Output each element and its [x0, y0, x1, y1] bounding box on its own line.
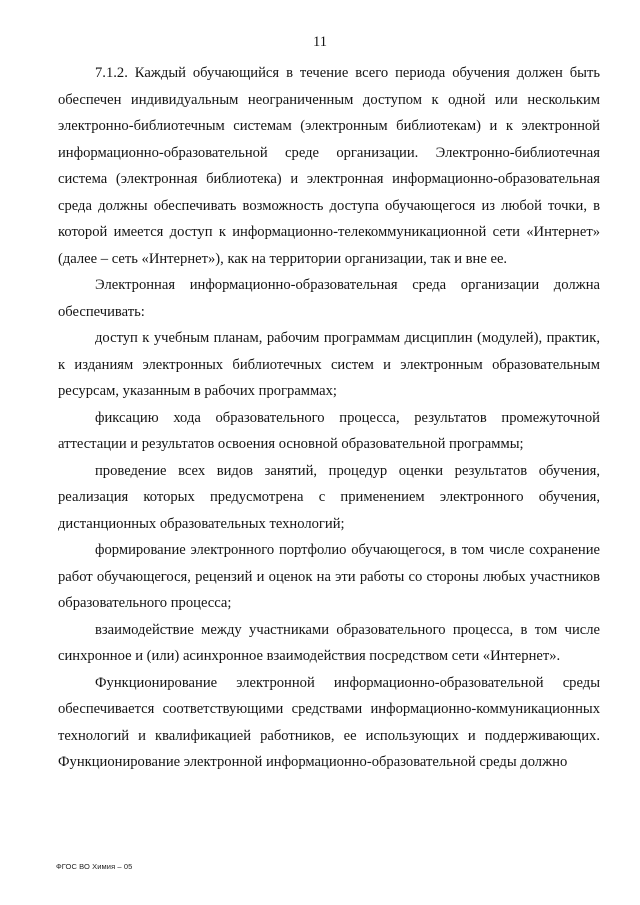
paragraph-7-1-2: 7.1.2. Каждый обучающийся в течение всего периода обучения должен быть обеспечен индивидуальным неограниченным доступом к одной или нескольким электронно-библиотечным системам (электронным библиотекам) и к электронной информационно-образовательной среде организации. Электронно-библиотечная система (электронная библиотека) и электронная информационно-образовательная среда должны обеспечивать возможность доступа обучающегося из любой точки, в которой имеется доступ к информационно-телекоммуникационной сети «Интернет» (далее – сеть «Интернет»), как на территории организации, так и вне ее.	[58, 65, 600, 267]
page-number: 11	[313, 34, 327, 50]
paragraph-environment-intro: Электронная информационно-образовательная среда организации должна обеспечивать:	[58, 277, 600, 320]
list-item-interaction: взаимодействие между участниками образовательного процесса, в том числе синхронное и (или) асинхронное взаимодействия посредством сети «Интернет».	[58, 621, 600, 664]
list-item-recording: фиксацию хода образовательного процесса, результатов промежуточной аттестации и результатов освоения основной образовательной программы;	[58, 409, 600, 452]
page-footer: ФГОС ВО Химия – 05	[56, 862, 133, 871]
list-item-portfolio: формирование электронного портфолио обучающегося, в том числе сохранение работ обучающегося, рецензий и оценок на эти работы со стороны любых участников образовательного процесса;	[58, 542, 600, 611]
document-body	[58, 60, 600, 776]
list-item-classes: проведение всех видов занятий, процедур оценки результатов обучения, реализация которых предусмотрена с применением электронного обучения, дистанционных образовательных технологий;	[58, 462, 600, 532]
paragraph-functioning: Функционирование электронной информационно-образовательной среды обеспечивается соответствующими средствами информационно-коммуникационных технологий и квалификацией работников, ее использующих и поддерживающих. Функционирование электронной информационно-образовательной среды должно	[58, 674, 600, 770]
list-item-access: доступ к учебным планам, рабочим программам дисциплин (модулей), практик, к изданиям электронных библиотечных систем и электронным образовательным ресурсам, указанным в рабочих программах;	[58, 330, 600, 399]
